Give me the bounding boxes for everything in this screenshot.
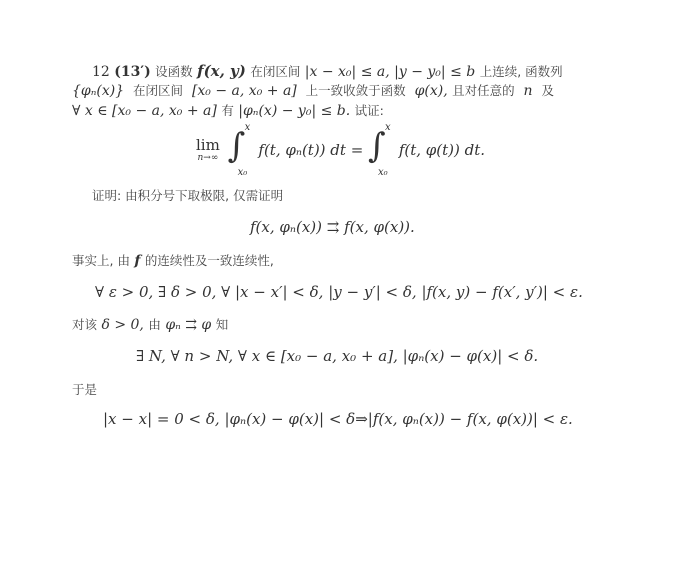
math: {φₙ(x)} (72, 83, 125, 99)
math: [x₀ − a, x₀ + a] (191, 83, 297, 99)
text: 设函数 (155, 64, 193, 79)
math: |x − x| = 0 < δ, |φₙ(x) − φ(x)| < δ⇒|f(x, φₙ(x)) − f(x, φ(x))| < ε. (103, 410, 573, 428)
left-integrand: f(t, φₙ(t)) dt = (258, 141, 364, 159)
limit-operator (196, 137, 220, 163)
proof-intro (92, 187, 283, 205)
right-integrand: f(t, φ(t)) dt. (398, 141, 486, 159)
text: 对该 (72, 317, 98, 332)
proof-equation-3 (136, 347, 538, 365)
math: f (134, 253, 141, 269)
text: 事实上, 由 (72, 253, 130, 268)
math: |x − x₀| ≤ a, |y − y₀| ≤ b (304, 64, 476, 80)
problem-line-3 (72, 102, 384, 120)
math: φₙ ⇉ φ (165, 317, 212, 333)
proof-equation-4 (103, 410, 573, 428)
math: f(x, φₙ(x)) ⇉ f(x, φ(x)). (250, 218, 415, 236)
integral-equation (196, 122, 486, 178)
problem-line-2 (72, 82, 554, 100)
text: 的连续性及一致连续性, (144, 253, 274, 268)
text: 于是 (72, 382, 98, 397)
math: ∀ ε > 0, ∃ δ > 0, ∀ |x − x′| < δ, |y − y′| < δ, |f(x, y) − f(x′, y′)| < ε. (95, 283, 583, 301)
math: ∀ x ∈ [x₀ − a, x₀ + a] (72, 103, 217, 119)
lower-limit: x₀ (378, 167, 388, 178)
proof-equation-2 (95, 283, 583, 301)
text: 及 (541, 83, 554, 98)
text: 知 (215, 317, 229, 332)
text: 有 (221, 103, 234, 118)
problem-mark: (13′) (114, 64, 151, 80)
text: 由 (148, 317, 161, 332)
lim-subscript: n→∞ (197, 153, 219, 163)
text: 上一致收敛于函数 (305, 83, 406, 98)
math: n (523, 83, 533, 99)
text: 上连续, 函数列 (479, 64, 563, 79)
lower-limit: x₀ (237, 167, 248, 178)
problem-line-1 (92, 62, 563, 81)
text: 且对任意的 (452, 83, 515, 98)
text: 试证: (354, 103, 384, 118)
proof-equation-1 (250, 218, 415, 236)
math: ∃ N, ∀ n > N, ∀ x ∈ [x₀ − a, x₀ + a], |φₙ(x) − φ(x)| < δ. (136, 347, 539, 365)
math: δ > 0, (101, 317, 144, 333)
proof-delta-line (72, 316, 228, 334)
text: 在闭区间 (250, 64, 301, 79)
text: 证明: 由积分号下取极限, 仅需证明 (92, 188, 284, 203)
upper-limit: x (244, 122, 251, 133)
upper-limit: x (385, 122, 391, 133)
math: φ(x), (414, 83, 448, 99)
text: 在闭区间 (133, 83, 184, 98)
proof-fact-line (72, 252, 274, 270)
math: f(x, y) (197, 62, 246, 80)
integral-sign-right: ∫ x x₀ (368, 122, 391, 178)
math: |φₙ(x) − y₀| ≤ b. (238, 103, 351, 119)
problem-number: 12 (92, 64, 110, 80)
lim-label: lim (196, 136, 220, 154)
integral-sign-left: ∫ x x₀ (227, 122, 251, 178)
proof-thus (72, 381, 97, 399)
